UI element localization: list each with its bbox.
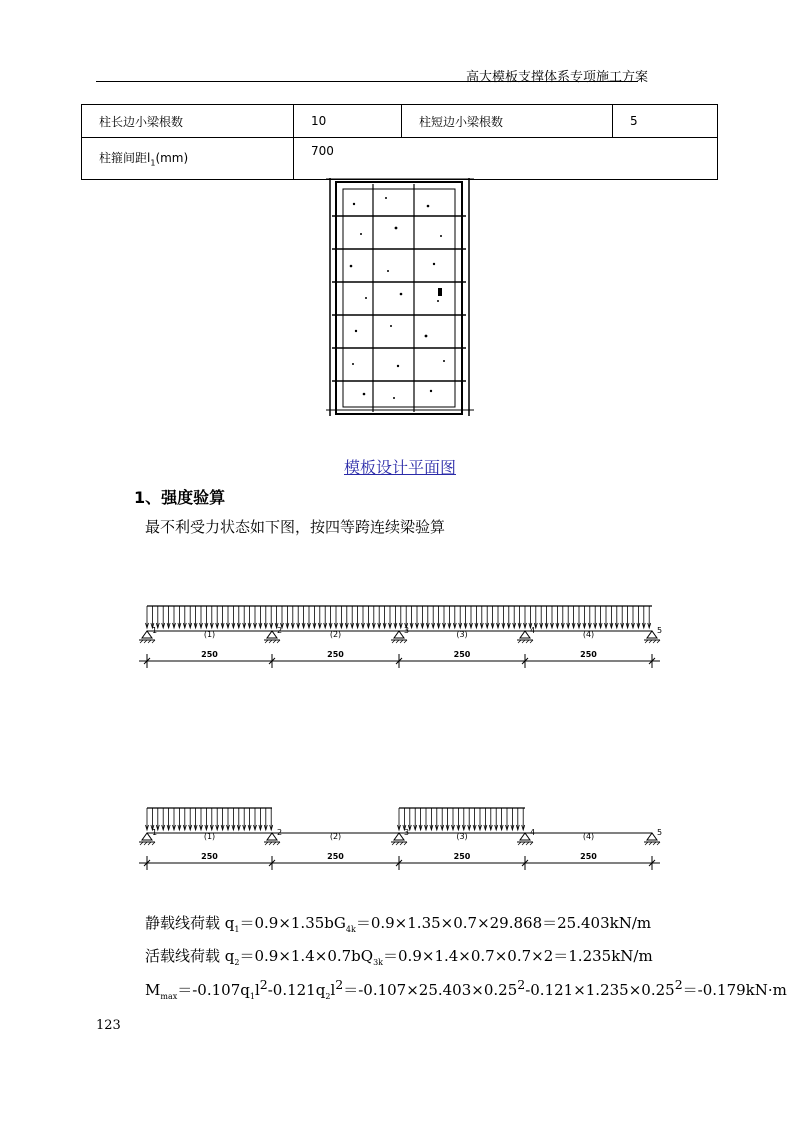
header-title: 高大模板支撑体系专项施工方案 — [466, 70, 649, 85]
support-triangle — [394, 631, 404, 638]
table-cell — [82, 138, 294, 180]
plan-caption: 模板设计平面图 — [343, 458, 456, 477]
formula-text: ＝0.9×1.35×0.7×29.868＝25.403kN/m — [355, 914, 652, 932]
header-rule — [96, 81, 638, 82]
formula-text: ＝-0.107×25.403×0.25 — [343, 981, 518, 999]
table-cell: 10 — [294, 105, 402, 138]
support-triangle — [267, 833, 277, 840]
support-label: 1 — [152, 828, 158, 837]
formula-text: ＝0.9×1.4×0.7×0.7×2＝1.235kN/m — [383, 947, 653, 965]
formula-text: -0.121q — [267, 981, 326, 999]
load-arrows — [146, 808, 526, 830]
page-number: 123 — [96, 1018, 121, 1033]
span-length-label: 250 — [580, 650, 597, 659]
support-triangle — [142, 631, 152, 638]
span-label: (1) — [203, 832, 216, 841]
table-cell: 700 — [294, 138, 718, 180]
span-label: (1) — [203, 630, 216, 639]
load-arrows — [146, 606, 653, 628]
formula-dead-load — [145, 912, 651, 934]
formula-text: ＝0.9×1.35bG — [239, 914, 346, 932]
span-label: (4) — [582, 832, 595, 841]
support-triangle — [394, 833, 404, 840]
support-triangle — [267, 631, 277, 638]
subscript: 1 — [234, 925, 240, 934]
span-length-label: 250 — [201, 852, 218, 861]
formula-text: ＝-0.107q — [177, 981, 250, 999]
cell-text: 柱箍间距l — [99, 151, 151, 166]
formula-text: 静载线荷载 q — [145, 914, 235, 932]
span-length-label: 250 — [327, 852, 344, 861]
span-label: (2) — [329, 630, 342, 639]
beam-structure — [139, 828, 662, 870]
support-label: 2 — [277, 828, 283, 837]
formwork-plan-figure — [326, 176, 474, 420]
formula-live-load — [145, 945, 653, 967]
span-length-label: 250 — [453, 852, 471, 861]
cell-unit: (mm) — [155, 151, 189, 166]
span-length-label: 250 — [453, 650, 471, 659]
superscript: 2 — [674, 977, 683, 992]
support-label: 4 — [530, 828, 536, 837]
span-label: (3) — [456, 832, 468, 841]
support-triangle — [142, 833, 152, 840]
formula-text: ＝-0.179kN·m — [682, 981, 787, 999]
subscript: 3k — [373, 958, 384, 967]
formula-text: ＝0.9×1.4×0.7bQ — [239, 947, 374, 965]
support-triangle — [647, 631, 657, 638]
table-cell: 柱短边小梁根数 — [402, 105, 613, 138]
span-length-label: 250 — [327, 650, 344, 659]
span-label: (3) — [456, 630, 468, 639]
subscript: 1 — [150, 158, 156, 168]
superscript: 2 — [517, 977, 526, 992]
beam-diagram-alternate-load — [130, 802, 670, 882]
beam-structure — [139, 626, 662, 668]
support-label: 3 — [404, 828, 410, 837]
table-cell: 5 — [613, 105, 718, 138]
subscript: 2 — [325, 992, 331, 1001]
support-label: 2 — [277, 626, 283, 635]
beam-diagram-full-load — [130, 600, 670, 680]
superscript: 2 — [335, 977, 344, 992]
subscript: 4k — [345, 925, 356, 934]
params-table — [81, 104, 718, 180]
span-length-label: 250 — [201, 650, 218, 659]
support-label: 5 — [657, 828, 663, 837]
section-intro: 最不利受力状态如下图，按四等跨连续梁验算 — [145, 518, 446, 536]
span-label: (2) — [329, 832, 342, 841]
span-label: (4) — [582, 630, 595, 639]
formula-text: 活载线荷载 q — [145, 947, 235, 965]
table-cell: 柱长边小梁根数 — [82, 105, 294, 138]
formula-max-moment — [145, 977, 787, 1001]
formula-text: l — [254, 981, 260, 999]
subscript: max — [160, 992, 178, 1001]
span-length-label: 250 — [580, 852, 597, 861]
table-row — [82, 138, 718, 180]
support-label: 5 — [657, 626, 663, 635]
support-label: 4 — [530, 626, 536, 635]
section-heading: 1、强度验算 — [134, 488, 226, 507]
subscript: 1 — [249, 992, 255, 1001]
subscript: 2 — [234, 958, 240, 967]
support-label: 3 — [404, 626, 410, 635]
superscript: 2 — [259, 977, 268, 992]
support-label: 1 — [152, 626, 158, 635]
support-triangle — [520, 631, 530, 638]
support-triangle — [520, 833, 530, 840]
formula-text: l — [330, 981, 336, 999]
formula-text: -0.121×1.235×0.25 — [525, 981, 675, 999]
table-row — [82, 105, 718, 138]
support-triangle — [647, 833, 657, 840]
formula-text: M — [145, 981, 161, 999]
